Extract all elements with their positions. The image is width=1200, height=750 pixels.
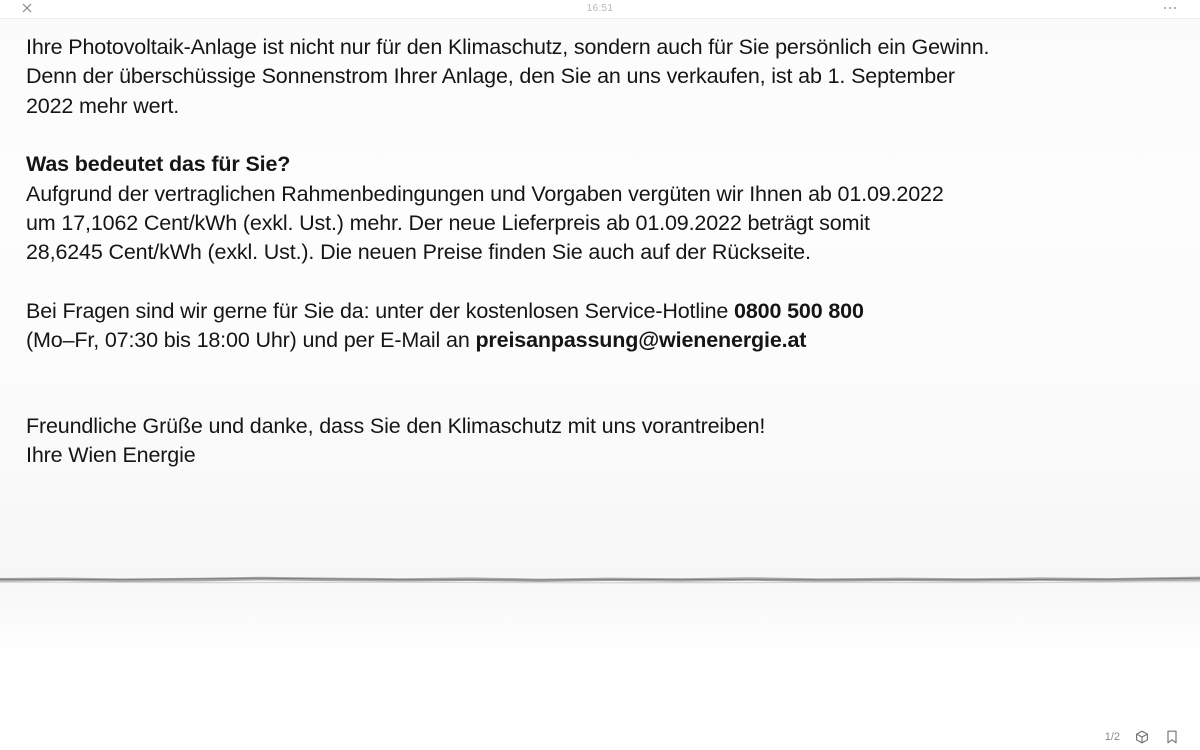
contact-text: (Mo–Fr, 07:30 bis 18:00 Uhr) und per E-Mail an	[26, 328, 476, 353]
hotline-number: 0800 500 800	[734, 298, 864, 323]
paragraph-line: Denn der überschüssige Sonnenstrom Ihrer Anlage, den Sie an uns verkaufen, ist ab 1. September	[26, 64, 955, 89]
paper-fold	[0, 568, 1200, 588]
contact-text: Bei Fragen sind wir gerne für Sie da: unter der kostenlosen Service-Hotline	[26, 298, 735, 323]
3d-cube-icon[interactable]	[1134, 729, 1150, 745]
document-photo	[0, 19, 1200, 750]
signature-line: Ihre Wien Energie	[26, 443, 196, 468]
contact-line	[26, 326, 1176, 355]
paragraph-line: 2022 mehr wert.	[26, 93, 180, 118]
closing-line: Freundliche Grüße und danke, dass Sie den Klimaschutz mit uns vorantreiben!	[26, 413, 766, 438]
bookmark-icon[interactable]	[1164, 729, 1180, 745]
status-time: 16:51	[586, 3, 614, 14]
bottom-bar	[1000, 724, 1200, 750]
paragraph-line: Ihre Photovoltaik-Anlage ist nicht nur für den Klimaschutz, sondern auch für Sie persönlich ein Gewinn.	[26, 35, 990, 59]
contact-line	[26, 297, 1176, 326]
more-options-icon[interactable]	[1162, 0, 1178, 16]
letter-body	[26, 33, 1176, 470]
top-bar	[0, 0, 1200, 19]
page-indicator: 1/2	[1104, 731, 1120, 743]
paragraph-line: Aufgrund der vertraglichen Rahmenbedingungen und Vorgaben vergüten wir Ihnen ab 01.09.2022	[26, 181, 944, 206]
paragraph-line: 28,6245 Cent/kWh (exkl. Ust.). Die neuen Preise finden Sie auch auf der Rückseite.	[26, 240, 811, 265]
email-address: preisanpassung@wienenergie.at	[475, 328, 807, 353]
paragraph-line: um 17,1062 Cent/kWh (exkl. Ust.) mehr. Der neue Lieferpreis ab 01.09.2022 beträgt somit	[26, 211, 870, 236]
section-heading: Was bedeutet das für Sie?	[26, 152, 291, 177]
